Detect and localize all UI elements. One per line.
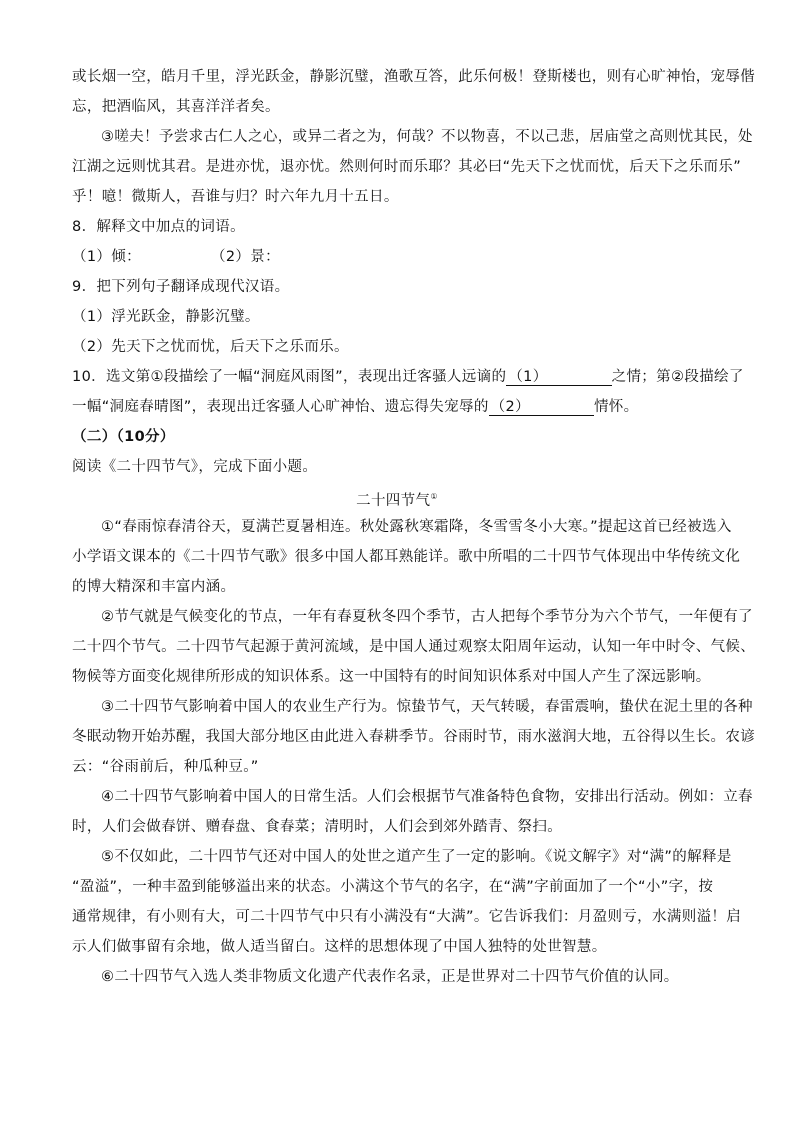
article-paragraph-4: ④二十四节气影响着中国人的日常生活。人们会根据节气准备特色食物，安排出行活动。例如：立春 <box>101 789 753 805</box>
question-9-item-1: （1）浮光跃金，静影沉璧。 <box>72 309 260 325</box>
article-paragraph-3: ③二十四节气影响着中国人的农业生产行为。惊蛰节气，天气转暖，春雷震响，蛰伏在泥土里的各种 <box>101 699 753 715</box>
passage-line: 或长烟一空，皓月千里，浮光跃金，静影沉璧，渔歌互答，此乐何极！登斯楼也，则有心旷神怡，宠辱偕 <box>72 69 756 85</box>
article-line: 通常规律，有小则有大，可二十四节气中只有小满没有“大满”。它告诉我们：月盈则亏，水满则溢！启 <box>72 909 742 925</box>
article-line: 云：“谷雨前后，种瓜种豆。” <box>72 759 259 775</box>
article-paragraph-5: ⑤不仅如此，二十四节气还对中国人的处世之道产生了一定的影响。《说文解字》对“满”的解释是 <box>101 849 732 865</box>
answer-blank-2[interactable]: （2） <box>489 399 594 416</box>
article-line: 二十四个节气。二十四节气起源于黄河流域，是中国人通过观察太阳周年运动，认知一年中时令、气候、 <box>72 639 756 655</box>
article-line: 的博大精深和丰富内涵。 <box>72 579 236 595</box>
article-line: 小学语文课本的《二十四节气歌》很多中国人都耳熟能详。歌中所唱的二十四节气体现出中华传统文化 <box>72 549 741 565</box>
article-paragraph-2: ②节气就是气候变化的节点，一年有春夏秋冬四个季节，古人把每个季节分为六个节气，一年便有了 <box>101 609 753 625</box>
question-10-line-1: 10．选文第①段描绘了一幅“洞庭风雨图”，表现出迁客骚人远谪的 （1） 之情；第②段描绘了 <box>72 369 744 385</box>
passage-paragraph-3: ③嗟夫！予尝求古仁人之心，或异二者之为，何哉？不以物喜，不以己悲，居庙堂之高则忧其民，处 <box>101 129 753 145</box>
passage-line: 江湖之远则忧其君。是进亦忧，退亦忧。然则何时而乐耶？其必曰“先天下之忧而忧，后天下之乐而乐” <box>72 159 742 175</box>
question-8-items <box>72 242 722 272</box>
question-10-line-2: 一幅“洞庭春晴图”，表现出迁客骚人心旷神怡、遗忘得失宠辱的 （2） 情怀。 <box>72 399 639 415</box>
article-title: 二十四节气① <box>356 492 438 509</box>
article-line: 时，人们会做春饼、赠春盘、食春菜；清明时，人们会到郊外踏青、祭扫。 <box>72 819 563 835</box>
article-line: 示人们做事留有余地，做人适当留白。这样的思想体现了中国人独特的处世智慧。 <box>72 939 607 955</box>
footnote-marker: ① <box>430 492 438 501</box>
question-9: 9．把下列句子翻译成现代汉语。 <box>72 279 290 295</box>
question-8-item-1: （1）倾： <box>72 249 141 265</box>
article-paragraph-1: ①“春雨惊春清谷天，夏满芒夏暑相连。秋处露秋寒霜降，冬雪雪冬小大寒。”提起这首已经被选入 <box>101 519 732 535</box>
question-9-item-2: （2）先天下之忧而忧，后天下之乐而乐。 <box>72 339 349 355</box>
article-paragraph-6: ⑥二十四节气入选人类非物质文化遗产代表作名录，正是世界对二十四节气价值的认同。 <box>101 969 679 985</box>
question-8-item-2: （2）景： <box>210 249 280 265</box>
article-line: “盈溢”，一种丰盈到能够溢出来的状态。小满这个节气的名字，在“满”字前面加了一个“小”字，按 <box>72 879 714 895</box>
passage-line: 乎！噫！微斯人，吾谁与归？时六年九月十五日。 <box>72 189 399 205</box>
article-line: 物候等方面变化规律所形成的知识体系。这一中国特有的时间知识体系对中国人产生了深远影响。 <box>72 669 711 685</box>
section-header: （二）（10分） <box>72 429 175 445</box>
document-page <box>72 62 756 992</box>
article-line: 冬眠动物开始苏醒，我国大部分地区由此进入春耕季节。谷雨时节，雨水滋润大地，五谷得以生长。农谚 <box>72 729 756 745</box>
section-instruction: 阅读《二十四节气》，完成下面小题。 <box>72 459 318 475</box>
answer-blank-1[interactable]: （1） <box>506 369 611 386</box>
passage-line: 忘，把酒临风，其喜洋洋者矣。 <box>72 99 280 115</box>
question-8: 8．解释文中加点的词语。 <box>72 219 245 235</box>
